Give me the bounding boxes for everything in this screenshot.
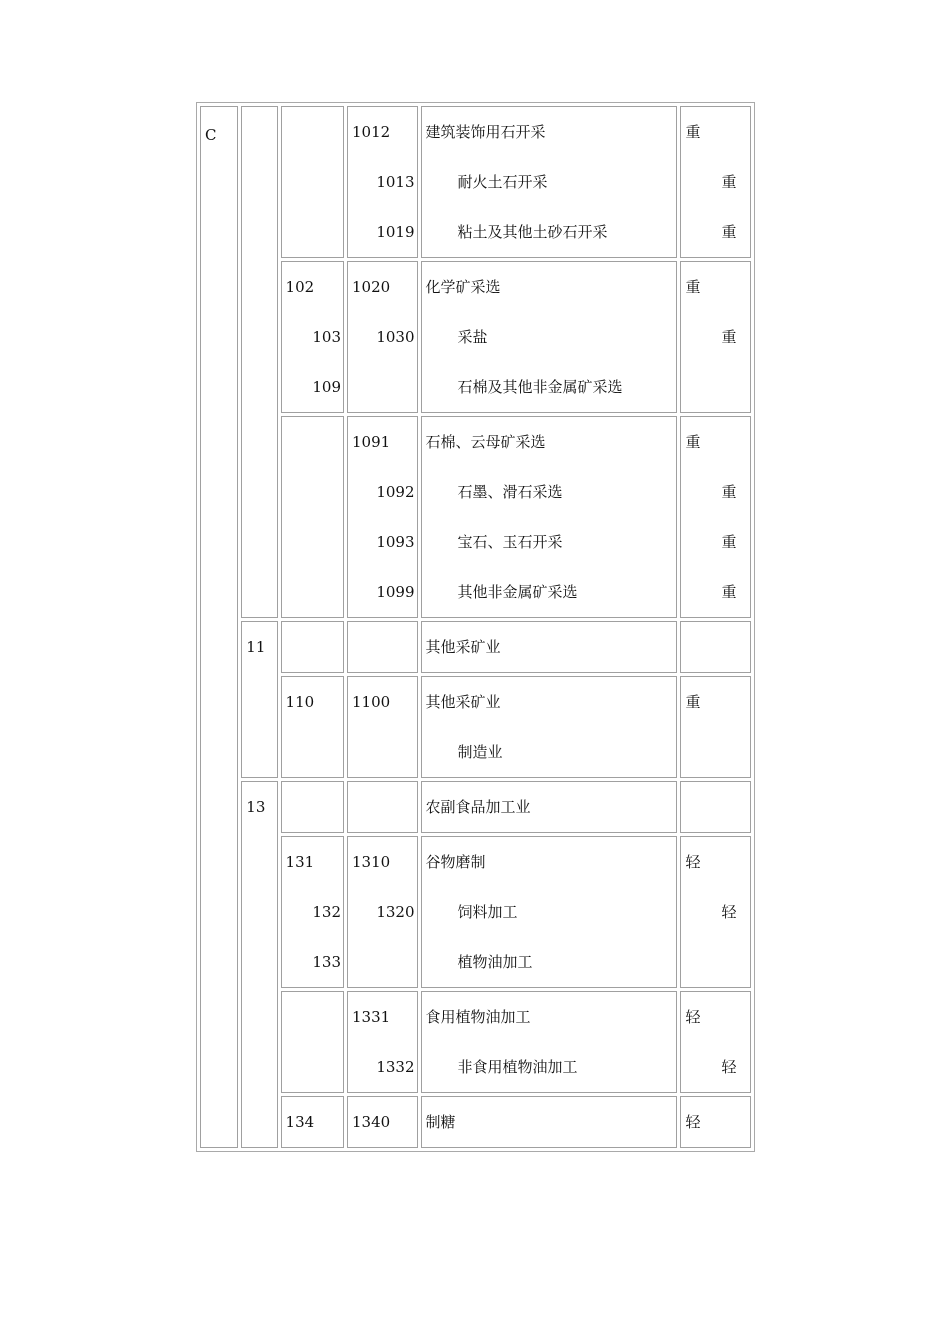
- industry-type: 轻: [721, 903, 737, 921]
- minor-code-cell: [347, 1096, 418, 1148]
- table-row: [200, 1096, 751, 1148]
- category-name: 石棉及其他非金属矿采选: [457, 378, 623, 396]
- category-name: 其他采矿业: [425, 638, 501, 656]
- industry-type: 轻: [685, 853, 701, 871]
- section-code-cell: [200, 106, 238, 1148]
- minor-code: 1091: [352, 433, 391, 451]
- category-name: 其他采矿业: [425, 693, 501, 711]
- medium-code-cell: [281, 991, 344, 1093]
- category-name: 饲料加工: [457, 903, 518, 921]
- minor-code-cell: [347, 676, 418, 778]
- category-name-cell: [421, 261, 678, 413]
- medium-code-cell: [281, 261, 344, 413]
- industry-type: 轻: [685, 1008, 701, 1026]
- minor-code: 1310: [352, 853, 391, 871]
- medium-code: 133: [312, 953, 342, 971]
- category-name: 石棉、云母矿采选: [425, 433, 546, 451]
- medium-code-cell: [281, 416, 344, 618]
- medium-code: 134: [285, 1113, 315, 1131]
- minor-code: 1340: [352, 1113, 391, 1131]
- minor-code: 1013: [376, 173, 415, 191]
- minor-code: 1320: [376, 903, 415, 921]
- industry-type-cell: [680, 676, 751, 778]
- category-name: 谷物磨制: [425, 853, 486, 871]
- minor-code: 1099: [376, 583, 415, 601]
- industry-type: 重: [721, 223, 737, 241]
- major-code-cell: [241, 621, 277, 778]
- industry-type: 轻: [685, 1113, 701, 1131]
- industry-type-cell: [680, 1096, 751, 1148]
- table-row: [200, 836, 751, 988]
- minor-code: 1030: [376, 328, 415, 346]
- industry-type: 重: [685, 693, 701, 711]
- industry-type: 重: [685, 433, 701, 451]
- category-name: 食用植物油加工: [425, 1008, 531, 1026]
- table-row: [200, 621, 751, 673]
- minor-code-cell: [347, 836, 418, 988]
- industry-type-cell: [680, 106, 751, 258]
- category-name: 宝石、玉石开采: [457, 533, 563, 551]
- medium-code: 132: [312, 903, 342, 921]
- minor-code: 1019: [376, 223, 415, 241]
- category-name: 其他非金属矿采选: [457, 583, 578, 601]
- minor-code-cell: [347, 416, 418, 618]
- category-name-cell: [421, 836, 678, 988]
- minor-code-cell: [347, 991, 418, 1093]
- category-name-cell: [421, 621, 678, 673]
- category-name-cell: [421, 991, 678, 1093]
- category-name: 制造业: [457, 743, 503, 761]
- industry-type: 重: [685, 278, 701, 296]
- minor-code: 1093: [376, 533, 415, 551]
- medium-code: 109: [312, 378, 342, 396]
- medium-code: 103: [312, 328, 342, 346]
- category-name-cell: [421, 676, 678, 778]
- minor-code: 1020: [352, 278, 391, 296]
- minor-code: 1100: [352, 693, 391, 711]
- category-name-cell: [421, 416, 678, 618]
- major-code-cell: [241, 781, 277, 1148]
- category-name-cell: [421, 1096, 678, 1148]
- industry-type: 重: [721, 173, 737, 191]
- industry-type: 重: [685, 123, 701, 141]
- category-name: 制糖: [425, 1113, 456, 1131]
- major-code: 11: [246, 638, 266, 656]
- minor-code-cell: [347, 781, 418, 833]
- table-row: [200, 781, 751, 833]
- industry-type-cell: [680, 261, 751, 413]
- table-row: [200, 991, 751, 1093]
- table-row: [200, 106, 751, 258]
- industry-type-cell: [680, 621, 751, 673]
- category-name: 化学矿采选: [425, 278, 501, 296]
- industry-type-cell: [680, 991, 751, 1093]
- major-code: 13: [246, 798, 266, 816]
- medium-code-cell: [281, 781, 344, 833]
- medium-code-cell: [281, 621, 344, 673]
- industry-type-cell: [680, 781, 751, 833]
- industry-type: 重: [721, 533, 737, 551]
- minor-code: 1092: [376, 483, 415, 501]
- category-name: 耐火土石开采: [457, 173, 548, 191]
- table-row: [200, 416, 751, 618]
- minor-code: 1332: [376, 1058, 415, 1076]
- medium-code-cell: [281, 1096, 344, 1148]
- minor-code: 1012: [352, 123, 391, 141]
- category-name-cell: [421, 781, 678, 833]
- industry-type-cell: [680, 836, 751, 988]
- medium-code: 131: [285, 853, 315, 871]
- table-row: [200, 261, 751, 413]
- industry-classification-table: [196, 102, 755, 1152]
- industry-type: 轻: [721, 1058, 737, 1076]
- industry-type: 重: [721, 583, 737, 601]
- minor-code: 1331: [352, 1008, 391, 1026]
- medium-code-cell: [281, 676, 344, 778]
- minor-code-cell: [347, 106, 418, 258]
- industry-type: 重: [721, 483, 737, 501]
- category-name-cell: [421, 106, 678, 258]
- category-name: 粘土及其他土砂石开采: [457, 223, 608, 241]
- minor-code-cell: [347, 261, 418, 413]
- major-code-cell: [241, 106, 277, 618]
- category-name: 建筑装饰用石开采: [425, 123, 546, 141]
- category-name: 采盐: [457, 328, 488, 346]
- minor-code-cell: [347, 621, 418, 673]
- industry-type: 重: [721, 328, 737, 346]
- category-name: 石墨、滑石采选: [457, 483, 563, 501]
- category-name: 非食用植物油加工: [457, 1058, 578, 1076]
- medium-code: 102: [285, 278, 315, 296]
- category-name: 农副食品加工业: [425, 798, 531, 816]
- medium-code-cell: [281, 836, 344, 988]
- category-name: 植物油加工: [457, 953, 533, 971]
- industry-type-cell: [680, 416, 751, 618]
- section-code: C: [205, 126, 217, 144]
- table-row: [200, 676, 751, 778]
- medium-code-cell: [281, 106, 344, 258]
- medium-code: 110: [285, 693, 315, 711]
